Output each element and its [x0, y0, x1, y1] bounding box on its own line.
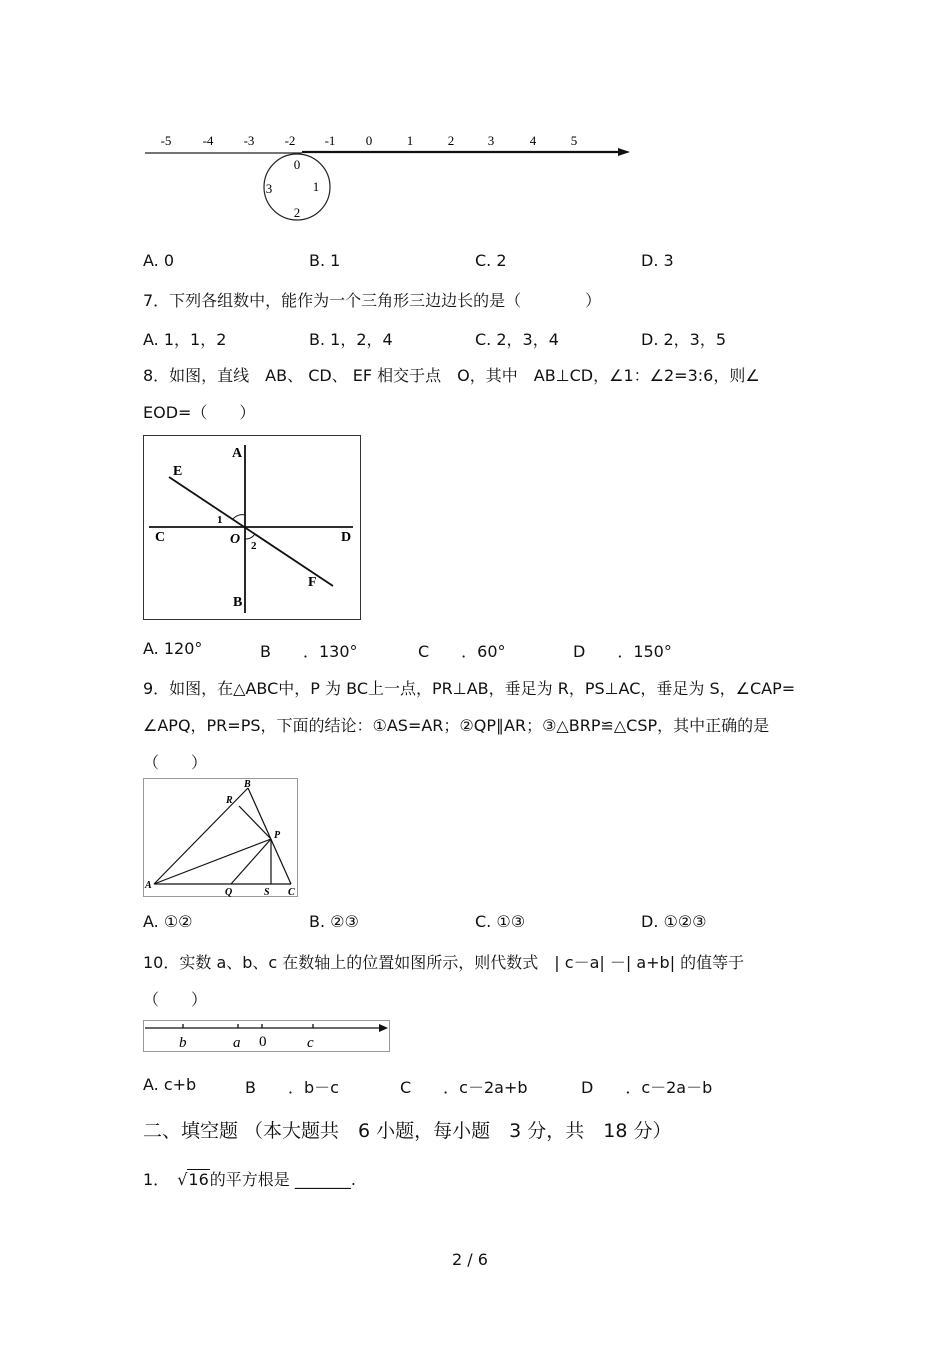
- label-a: A: [232, 446, 243, 461]
- label-o: O: [230, 532, 241, 547]
- page-number: 2 / 6: [452, 1250, 488, 1269]
- point-a-label: a: [233, 1035, 241, 1051]
- tick-label: 2: [447, 133, 455, 148]
- tick-label: -5: [160, 133, 172, 148]
- tick-label: 4: [529, 133, 537, 148]
- q6-option-b[interactable]: B. 1: [309, 251, 341, 270]
- q8-stem-line1: 8．如图，直线 AB、 CD、 EF 相交于点 O，其中 AB⊥CD，∠1：∠2=3:6，则∠: [143, 366, 760, 385]
- label-s: S: [264, 887, 270, 898]
- tick-label: 1: [406, 133, 414, 148]
- tick-label: -1: [324, 133, 336, 148]
- q8-intersecting-lines-figure: [143, 435, 362, 621]
- point-c-label: c: [307, 1035, 314, 1051]
- q10-option-a[interactable]: A. c+b: [143, 1075, 197, 1094]
- q9-option-b[interactable]: B. ②③: [309, 912, 359, 931]
- point-b-label: b: [179, 1035, 187, 1051]
- label-b: B: [233, 595, 243, 610]
- q9-option-c[interactable]: C. ①③: [475, 912, 526, 931]
- q10-option-c[interactable]: C ．c－2a+b: [400, 1078, 528, 1097]
- origin-label: 0: [259, 1034, 267, 1050]
- q7-stem: 7．下列各组数中，能作为一个三角形三边边长的是（ ）: [143, 291, 602, 310]
- q10-option-d[interactable]: D ．c－2a－b: [581, 1078, 713, 1097]
- question-text: 的平方根是 _______.: [209, 1170, 356, 1189]
- label-angle-2: 2: [251, 540, 257, 552]
- circle-label: 3: [265, 181, 273, 196]
- circle-label: 2: [293, 205, 301, 220]
- q8-option-a[interactable]: A. 120°: [143, 639, 203, 658]
- q10-stem-line1: 10．实数 a、b、c 在数轴上的位置如图所示，则代数式 | c－a| －| a+b| 的值等于: [143, 953, 745, 972]
- label-p: P: [274, 830, 281, 841]
- radicand: 16: [188, 1170, 209, 1189]
- number-line-ticks: [161, 133, 578, 148]
- tick-label: -3: [243, 133, 255, 148]
- q6-option-a[interactable]: A. 0: [143, 251, 175, 270]
- tick-label: 3: [487, 133, 495, 148]
- q9-option-a[interactable]: A. ①②: [143, 912, 193, 931]
- q7-option-b[interactable]: B. 1，2，4: [309, 330, 393, 349]
- q7-option-c[interactable]: C. 2，3，4: [475, 330, 559, 349]
- q7-option-a[interactable]: A. 1，1，2: [143, 330, 227, 349]
- question-number: 1．: [143, 1170, 170, 1189]
- q9-stem-line1: 9．如图，在△ABC中，P 为 BC上一点，PR⊥AB，垂足为 R，PS⊥AC，垂足为 S，∠CAP=: [143, 679, 796, 698]
- tick-label: -2: [284, 133, 296, 148]
- label-c: C: [288, 887, 295, 898]
- fill-question-1: [143, 1167, 356, 1190]
- label-f: F: [308, 575, 317, 590]
- q10-number-line-figure: [143, 1020, 392, 1054]
- q8-option-b[interactable]: B ．130°: [260, 642, 358, 661]
- q10-option-b[interactable]: B ．b－c: [245, 1078, 339, 1097]
- circle-label: 1: [312, 179, 320, 194]
- q6-option-c[interactable]: C. 2: [475, 251, 507, 270]
- sqrt-icon: √: [177, 1170, 188, 1189]
- tick-label: 0: [365, 133, 373, 148]
- tick-label: -4: [202, 133, 214, 148]
- q8-stem-line2: EOD=（ ）: [143, 403, 256, 422]
- label-a: A: [145, 880, 152, 891]
- label-c: C: [155, 530, 166, 545]
- circle-label: 0: [293, 157, 301, 172]
- q6-option-d[interactable]: D. 3: [641, 251, 674, 270]
- q6-number-line-figure: [140, 128, 640, 228]
- label-e: E: [173, 464, 183, 479]
- q8-option-c[interactable]: C ．60°: [418, 642, 506, 661]
- label-r: R: [226, 795, 233, 806]
- section-2-title: 二、填空题 （本大题共 6 小题，每小题 3 分，共 18 分）: [143, 1120, 672, 1142]
- label-angle-1: 1: [217, 514, 223, 526]
- q9-triangle-figure: [143, 778, 299, 898]
- label-d: D: [341, 530, 352, 545]
- q9-stem-line3: （ ）: [143, 753, 208, 772]
- q8-option-d[interactable]: D ．150°: [573, 642, 672, 661]
- tick-label: 5: [570, 133, 578, 148]
- label-q: Q: [225, 887, 233, 898]
- label-b: B: [244, 779, 251, 790]
- q9-stem-line2: ∠APQ，PR=PS，下面的结论：①AS=AR；②QP∥AR；③△BRP≌△CSP，其中正确的是: [143, 716, 770, 735]
- q9-option-d[interactable]: D. ①②③: [641, 912, 707, 931]
- q7-option-d[interactable]: D. 2，3，5: [641, 330, 727, 349]
- q10-stem-line2: （ ）: [143, 990, 208, 1009]
